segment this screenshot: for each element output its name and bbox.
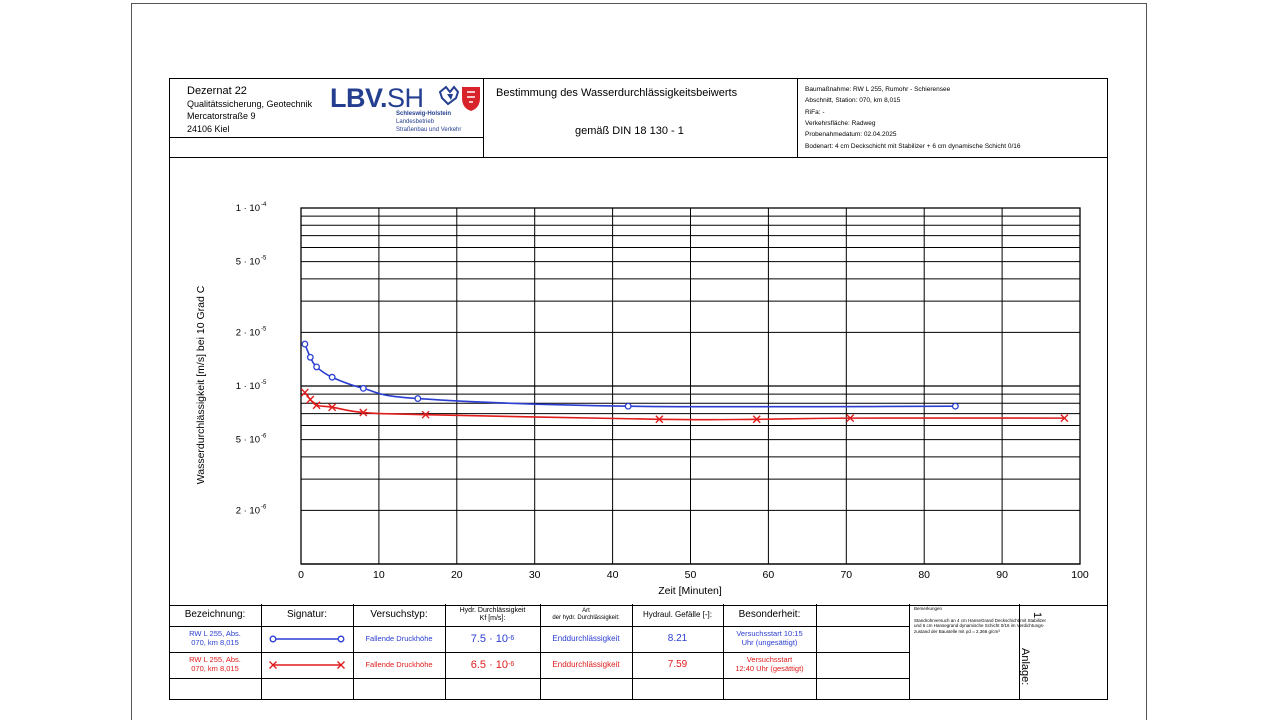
y-tick-label: 2 · 10 bbox=[235, 327, 260, 339]
doc-subtitle: gemäß DIN 18 130 - 1 bbox=[575, 125, 684, 137]
y-tick-exponent: -6 bbox=[261, 504, 267, 511]
row-gefaelle: 7.59 bbox=[667, 659, 688, 671]
y-tick-exponent: -5 bbox=[261, 380, 267, 386]
org-line-2: Mercatorstraße 9 bbox=[187, 111, 256, 121]
info-block bbox=[797, 79, 1109, 157]
header-signatur: Signatur: bbox=[286, 609, 328, 621]
row-kf bbox=[445, 652, 540, 678]
row-art: Enddurchlässigkeit bbox=[552, 634, 620, 644]
row-name-line: RW L 255, Abs. bbox=[189, 629, 241, 639]
anlage-label: Anlage: bbox=[1019, 648, 1031, 686]
x-tick-label: 100 bbox=[1071, 569, 1089, 581]
y-tick-label: 5 · 10 bbox=[235, 434, 260, 446]
row-name-line: 070, km 8,015 bbox=[191, 664, 239, 673]
header-art bbox=[540, 604, 632, 626]
row-name-line: 070, km 8,015 bbox=[191, 638, 239, 647]
row-name bbox=[169, 626, 261, 652]
row-name-line: RW L 255, Abs. bbox=[189, 655, 241, 665]
row-versuchstyp: Fallende Druckhöhe bbox=[365, 633, 433, 643]
row-name bbox=[169, 652, 261, 678]
logo-sub-2: Landesbetrieb bbox=[396, 119, 435, 125]
anlage-value: 1 bbox=[1031, 612, 1043, 619]
logo-sub-3: Straßenbau und Verkehr bbox=[396, 127, 462, 133]
legend-col-line bbox=[909, 604, 910, 700]
row-kf-exponent: -6 bbox=[508, 660, 515, 668]
row-signature bbox=[261, 626, 353, 652]
row-besonderheit-line: 12:40 Uhr (gesättigt) bbox=[735, 664, 804, 673]
row-kf-mantissa: 7.5 · 10 bbox=[470, 632, 509, 645]
x-tick-label: 40 bbox=[606, 569, 619, 581]
x-tick-label: 80 bbox=[918, 569, 931, 581]
row-art: Enddurchlässigkeit bbox=[552, 660, 620, 670]
info-line-4: Verkehrsfläche: Radweg bbox=[805, 120, 876, 127]
x-marker-line-icon bbox=[267, 658, 347, 672]
row-gefaelle: 8.21 bbox=[667, 633, 688, 645]
x-axis-label: Zeit [Minuten] bbox=[658, 585, 722, 597]
org-separator bbox=[170, 137, 483, 138]
header-kf-line: Kf [m/s]: bbox=[479, 615, 506, 622]
header-kf-line: Hydr. Durchlässigkeit bbox=[459, 606, 526, 614]
circle-marker-line-icon bbox=[267, 632, 347, 646]
x-tick-label: 90 bbox=[996, 569, 1008, 581]
org-title: Dezernat 22 bbox=[187, 85, 247, 97]
y-tick-exponent: -4 bbox=[261, 202, 267, 208]
title-block bbox=[483, 79, 797, 157]
org-line-1: Qualitätssicherung, Geotechnik bbox=[187, 99, 313, 109]
header-kf bbox=[445, 604, 540, 626]
anlage-block bbox=[1021, 604, 1106, 700]
row-kf-exponent: -6 bbox=[508, 634, 515, 642]
lbv-logo: LBV.SH bbox=[330, 83, 424, 113]
remarks-block bbox=[914, 606, 1047, 635]
y-tick-exponent: -6 bbox=[261, 433, 267, 440]
legend-table bbox=[169, 604, 1108, 700]
y-tick-label: 2 · 10 bbox=[235, 505, 260, 517]
remarks-title: Bemerkungen bbox=[914, 606, 943, 611]
header-besonderheit: Besonderheit: bbox=[738, 609, 801, 621]
y-tick-label: 1 · 10 bbox=[235, 381, 260, 392]
row-besonderheit-line: Versuchsstart 10:15 bbox=[736, 629, 803, 639]
x-tick-label: 20 bbox=[450, 569, 463, 581]
x-tick-label: 10 bbox=[373, 569, 385, 581]
y-tick-label: 5 · 10 bbox=[235, 256, 260, 268]
header-bottom-line bbox=[170, 157, 1107, 158]
info-line-2: Abschnitt, Station: 070, km 8,015 bbox=[805, 97, 901, 104]
remarks-line: und 6 cm Hansegrand dynamische Schicht 0/16 im Verdichtungs- bbox=[914, 623, 1045, 629]
row-signature bbox=[261, 652, 353, 678]
doc-title: Bestimmung des Wasserdurchlässigkeitsbeiwerts bbox=[496, 87, 738, 99]
row-kf bbox=[445, 626, 540, 652]
header-art-line: Art bbox=[582, 608, 590, 615]
row-besonderheit bbox=[723, 652, 816, 678]
header-versuchstyp: Versuchstyp: bbox=[370, 609, 428, 621]
remarks-line: Standrohrversuch an 4 cm HanseGrand Deckschicht mit Stabilizer bbox=[914, 617, 1047, 623]
org-line-3: 24106 Kiel bbox=[187, 124, 230, 134]
info-line-3: RiFa: - bbox=[805, 109, 825, 116]
row-besonderheit-line: Versuchsstart bbox=[746, 655, 793, 665]
x-tick-label: 70 bbox=[840, 569, 853, 581]
legend-row-line bbox=[169, 678, 909, 679]
logo-sub-1: Schleswig-Holstein bbox=[396, 111, 452, 117]
row-versuchstyp: Fallende Druckhöhe bbox=[365, 659, 433, 669]
info-line-1: Baumaßnahme: RW L 255, Rumohr - Schierensee bbox=[805, 86, 951, 93]
y-axis-label: Wasserdurchlässigkeit [m/s] bei 10 Grad C bbox=[195, 285, 207, 485]
header-art-line: der hydr. Durchlässigkeit: bbox=[552, 615, 620, 621]
remarks-line: zustand der Baustelle mit ρd = 2,366 g/cm³ bbox=[914, 628, 1000, 634]
x-tick-label: 30 bbox=[528, 569, 541, 581]
y-tick-exponent: -5 bbox=[261, 255, 267, 262]
y-tick-label: 1 · 10 bbox=[235, 203, 260, 214]
row-besonderheit-line: Uhr (ungesättigt) bbox=[741, 638, 798, 647]
header-bezeichnung: Bezeichnung: bbox=[184, 609, 246, 621]
x-tick-label: 60 bbox=[762, 569, 775, 581]
header-gefaelle: Hydraul. Gefälle [-]: bbox=[643, 610, 712, 620]
info-line-6: Bodenart: 4 cm Deckschicht mit Stabilizer + 6 cm dynamische Schicht 0/16 bbox=[805, 143, 1021, 150]
row-besonderheit bbox=[723, 626, 816, 652]
y-tick-exponent: -5 bbox=[261, 326, 267, 333]
x-tick-label: 50 bbox=[684, 569, 697, 581]
info-line-5: Probenahmedatum: 02.04.2025 bbox=[805, 131, 897, 138]
x-tick-label: 0 bbox=[298, 569, 304, 581]
org-block bbox=[170, 79, 483, 157]
row-kf-mantissa: 6.5 · 10 bbox=[470, 658, 509, 671]
coat-of-arms-icon bbox=[438, 84, 482, 112]
